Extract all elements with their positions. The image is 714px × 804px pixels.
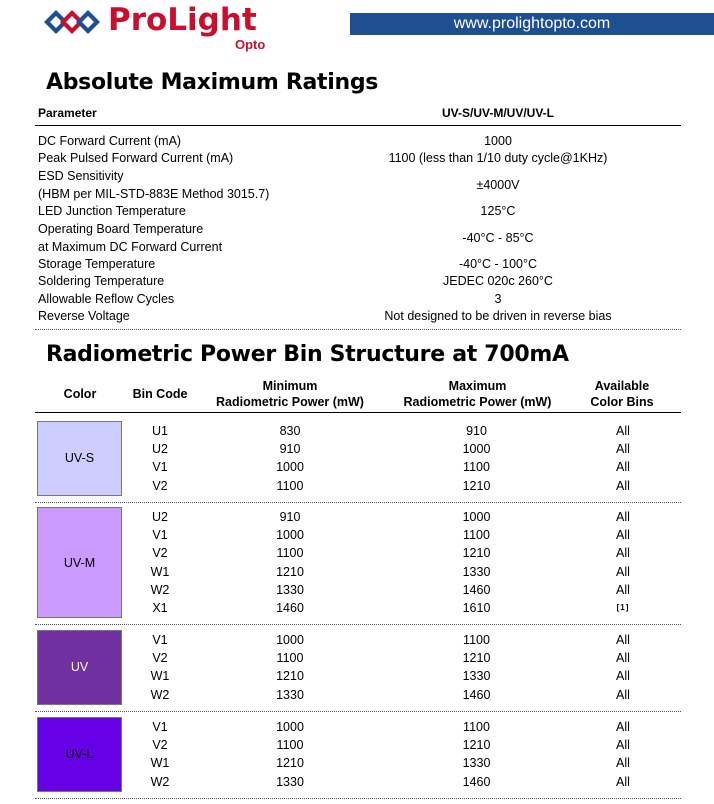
available-bins: All xyxy=(616,442,630,457)
bin-row xyxy=(35,649,681,667)
max-power: 1000 xyxy=(462,510,491,524)
bin-row xyxy=(35,667,681,685)
bin-code: V1 xyxy=(152,460,168,475)
max-power: 1100 xyxy=(463,633,490,647)
color-swatch: UV-S xyxy=(37,421,122,496)
bins-col-min-line2: Radiometric Power (mW) xyxy=(216,395,364,409)
available-bins: All xyxy=(616,774,630,789)
bin-row xyxy=(35,458,681,476)
bin-code: V2 xyxy=(152,738,168,753)
max-power: 1460 xyxy=(462,774,491,789)
ratings-param: Peak Pulsed Forward Current (mA) xyxy=(38,151,234,165)
min-power: 1000 xyxy=(276,633,304,647)
ratings-param: Soldering Temperature xyxy=(38,274,165,288)
min-power: 910 xyxy=(279,510,301,524)
bin-code: U2 xyxy=(152,442,168,457)
max-power: 1210 xyxy=(462,738,491,753)
min-power: 1100 xyxy=(276,651,304,666)
ratings-value: ±4000V xyxy=(476,177,520,192)
bin-row xyxy=(35,599,681,617)
max-power: 1330 xyxy=(462,669,491,684)
min-power: 1000 xyxy=(276,528,304,543)
ratings-bottom-rule xyxy=(35,329,681,330)
ratings-value: 1100 (less than 1/10 duty cycle@1KHz) xyxy=(388,151,608,165)
ratings-param: Allowable Reflow Cycles xyxy=(38,292,175,306)
max-power: 910 xyxy=(466,424,487,438)
available-bins: All xyxy=(616,528,630,543)
min-power: 1100 xyxy=(276,738,304,753)
max-power: 1000 xyxy=(462,442,491,457)
bin-group-rule xyxy=(35,624,681,625)
available-bins: All xyxy=(616,687,630,702)
bin-row xyxy=(35,736,681,754)
max-power: 1100 xyxy=(463,528,490,543)
bin-code: U1 xyxy=(152,424,168,438)
bin-row xyxy=(35,526,681,544)
available-bins: All xyxy=(616,510,630,524)
min-power: 1330 xyxy=(276,687,304,702)
bin-row xyxy=(35,508,681,526)
available-bins: [1] xyxy=(616,603,630,612)
ratings-header-rule xyxy=(35,125,681,126)
ratings-value: 3 xyxy=(494,292,502,306)
bin-row xyxy=(35,631,681,649)
bin-group-rule xyxy=(35,711,681,712)
bins-col-max-line1: Maximum xyxy=(448,379,507,393)
color-swatch: UV xyxy=(37,630,122,705)
min-power: 1210 xyxy=(276,756,304,771)
bin-group-rule xyxy=(35,502,681,503)
min-power: 1210 xyxy=(276,564,304,579)
bin-code: W1 xyxy=(150,564,170,579)
max-power: 1610 xyxy=(462,601,491,615)
ratings-param: Storage Temperature xyxy=(38,257,156,271)
logo-wordmark: ProLight xyxy=(108,2,257,38)
min-power: 1000 xyxy=(276,460,304,475)
available-bins: All xyxy=(616,546,630,561)
min-power: 1330 xyxy=(276,582,304,597)
bins-col-max xyxy=(385,378,570,410)
available-bins: All xyxy=(616,720,630,734)
bin-code: V1 xyxy=(152,528,168,543)
available-bins: All xyxy=(616,756,630,771)
bin-row xyxy=(35,686,681,704)
ratings-param: ESD Sensitivity xyxy=(38,169,124,183)
ratings-value: 125°C xyxy=(480,204,516,218)
ratings-value: -40°C - 85°C xyxy=(462,230,534,245)
bin-row xyxy=(35,773,681,791)
bin-code: V2 xyxy=(152,651,168,666)
bin-code: X1 xyxy=(152,601,168,615)
bin-code: U2 xyxy=(152,510,168,524)
max-power: 1100 xyxy=(463,460,490,475)
bins-col-min xyxy=(200,378,380,410)
max-power: 1330 xyxy=(462,756,491,771)
ratings-value: 1000 xyxy=(484,134,512,148)
bin-row xyxy=(35,563,681,581)
max-power: 1210 xyxy=(462,478,491,493)
bins-col-max-line2: Radiometric Power (mW) xyxy=(403,395,552,409)
bins-header-rule xyxy=(35,412,681,413)
bins-title: Radiometric Power Bin Structure at 700mA xyxy=(46,342,569,367)
bin-code: V2 xyxy=(152,546,168,561)
max-power: 1210 xyxy=(462,651,491,666)
max-power: 1210 xyxy=(462,546,491,561)
bins-col-bin-code: Bin Code xyxy=(132,387,188,401)
bin-code: W2 xyxy=(150,774,170,789)
available-bins: All xyxy=(616,582,630,597)
bin-code: W2 xyxy=(150,582,170,597)
min-power: 1000 xyxy=(276,720,304,734)
max-power: 1100 xyxy=(463,720,490,734)
prolight-logo-icon xyxy=(44,4,100,40)
bin-code: V2 xyxy=(152,478,168,493)
min-power: 910 xyxy=(279,442,301,457)
bins-col-available xyxy=(582,378,662,410)
bin-group-rule xyxy=(35,798,681,799)
ratings-col-parameter: Parameter xyxy=(38,106,97,120)
website-url[interactable]: www.prolightopto.com xyxy=(350,13,714,35)
bins-col-available-line2: Color Bins xyxy=(590,395,654,409)
ratings-param: DC Forward Current (mA) xyxy=(38,134,182,148)
min-power: 830 xyxy=(279,424,301,438)
ratings-value: -40°C - 100°C xyxy=(458,257,538,271)
min-power: 1330 xyxy=(276,774,304,789)
available-bins: All xyxy=(616,738,630,753)
bins-col-color: Color xyxy=(63,387,97,401)
logo-subtitle: Opto xyxy=(235,37,266,52)
available-bins: All xyxy=(616,478,630,493)
available-bins: All xyxy=(616,633,630,647)
ratings-param: Operating Board Temperature xyxy=(38,222,204,236)
bin-row xyxy=(35,754,681,772)
available-bins: All xyxy=(616,424,630,438)
bin-code: V1 xyxy=(152,720,168,734)
ratings-param: Reverse Voltage xyxy=(38,309,130,323)
bins-col-min-line1: Minimum xyxy=(262,379,318,393)
bin-code: W1 xyxy=(150,756,170,771)
bin-code: V1 xyxy=(152,633,168,647)
color-swatch: UV-L xyxy=(37,717,122,792)
min-power: 1100 xyxy=(276,478,304,493)
ratings-param: at Maximum DC Forward Current xyxy=(38,239,223,254)
bin-code: W2 xyxy=(150,687,170,702)
ratings-param: LED Junction Temperature xyxy=(38,204,186,218)
max-power: 1460 xyxy=(462,582,491,597)
bin-row xyxy=(35,440,681,458)
available-bins: All xyxy=(616,669,630,684)
bin-row xyxy=(35,718,681,736)
max-power: 1460 xyxy=(462,687,491,702)
min-power: 1460 xyxy=(276,601,304,615)
ratings-value: Not designed to be driven in reverse bias xyxy=(384,309,612,323)
bins-col-available-line1: Available xyxy=(594,379,650,393)
bin-code: W1 xyxy=(150,669,170,684)
ratings-param: (HBM per MIL-STD-883E Method 3015.7) xyxy=(38,186,270,201)
ratings-col-value: UV-S/UV-M/UV/UV-L xyxy=(441,106,554,120)
ratings-value: JEDEC 020c 260°C xyxy=(443,274,553,288)
available-bins: All xyxy=(616,651,630,666)
bin-row xyxy=(35,422,681,440)
min-power: 1210 xyxy=(276,669,304,684)
available-bins: All xyxy=(616,564,630,579)
available-bins: All xyxy=(616,460,630,475)
bin-row xyxy=(35,581,681,599)
ratings-title: Absolute Maximum Ratings xyxy=(46,70,379,95)
color-swatch: UV-M xyxy=(37,507,122,618)
max-power: 1330 xyxy=(462,564,491,579)
min-power: 1100 xyxy=(276,546,304,561)
bin-row xyxy=(35,544,681,562)
bin-row xyxy=(35,477,681,495)
